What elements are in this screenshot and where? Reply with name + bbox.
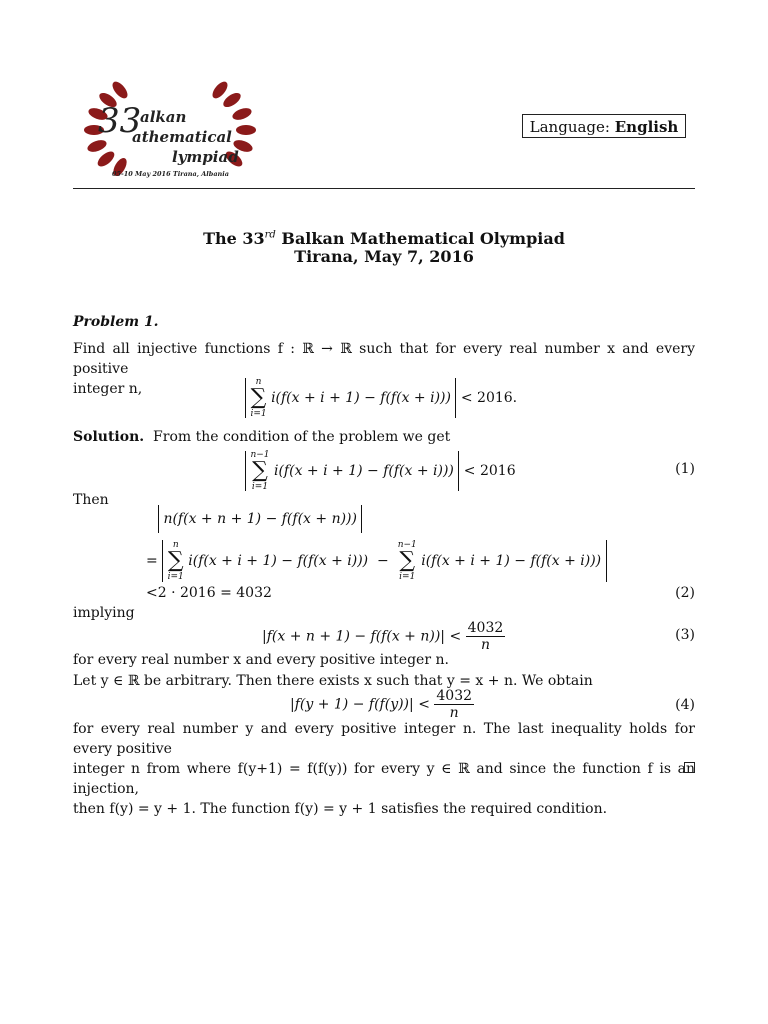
equation-2-line-3: <2 · 2016 = 4032: [146, 585, 272, 601]
equation-2-number: (2): [675, 585, 695, 601]
then-text: Then: [73, 492, 109, 508]
qed-symbol: [684, 762, 695, 773]
let-text: Let y ∈ ℝ be arbitrary. Then there exists x such that y = x + n. We obtain: [73, 673, 593, 689]
svg-text:lympiad: lympiad: [172, 148, 239, 166]
logo-number: 33: [98, 101, 142, 141]
svg-text:alkan: alkan: [140, 108, 187, 126]
implying-text: implying: [73, 605, 135, 621]
equation-2-line-2: = n ∑ i=1 i(f(x + i + 1) − f(f(x + i))) − n−1 ∑ i=1 i(f(x + i + 1) − f(f(x + i))): [146, 540, 607, 582]
page-subtitle: Tirana, May 7, 2016: [294, 247, 474, 266]
language-label: Language:: [529, 118, 610, 136]
logo-dates: 05-10 May 2016 Tirana, Albania: [112, 170, 229, 178]
equation-4-number: (4): [675, 697, 695, 713]
equation-1: n−1 ∑ i=1 i(f(x + i + 1) − f(f(x + i))) < 2016: [245, 450, 516, 492]
problem-equation: n ∑ i=1 i(f(x + i + 1) − f(f(x + i))) < 2016.: [245, 377, 517, 419]
bmo-logo: [80, 70, 260, 182]
equation-3-number: (3): [675, 627, 695, 643]
page-title: The 33rd Balkan Mathematical Olympiad: [203, 229, 565, 248]
equation-4: |f(y + 1) − f(f(y))| < $\frac{4032}{n}$: [290, 688, 473, 721]
equation-2-line-1: n(f(x + n + 1) − f(f(x + n))): [158, 505, 362, 533]
solution-intro: Solution. From the condition of the problem we get: [73, 429, 451, 445]
equation-3: |f(x + n + 1) − f(f(x + n))| < $\frac{4032}{n}$: [262, 620, 504, 653]
laurel-wreath-icon: [80, 70, 260, 182]
svg-text:athematical: athematical: [132, 128, 232, 146]
final-paragraph: for every real number y and every positive integer n. The last inequality holds for every positive integer n from where f(y+1) = f(f(y)) for every y ∈ ℝ and since the function f is an injection, then f(y) = y + 1. The function f(y) = y + 1 satisfies the required condition.: [73, 721, 695, 817]
equation-1-number: (1): [675, 461, 695, 477]
language-box: [522, 114, 686, 138]
after-eq3-text: for every real number x and every positive integer n.: [73, 652, 449, 668]
header-rule: [73, 188, 695, 189]
problem-statement: Find all injective functions f : ℝ → ℝ such that for every real number x and every positive integer n,: [73, 341, 695, 397]
language-value: English: [614, 118, 679, 136]
problem-heading: Problem 1.: [73, 314, 159, 330]
